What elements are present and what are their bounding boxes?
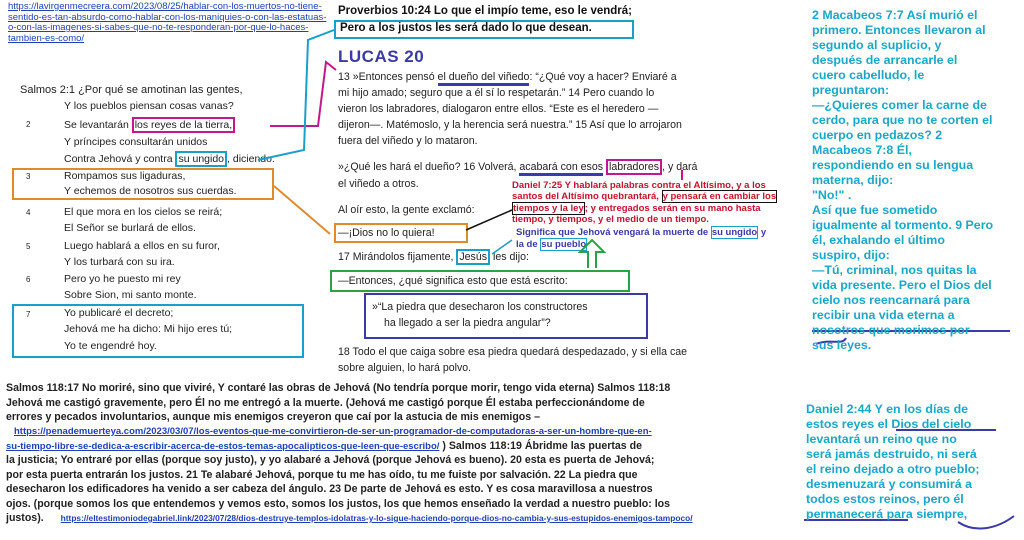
psalm2-v2b: Y príncipes consultarán unidos bbox=[64, 136, 208, 148]
note-blue-l1-post: y bbox=[758, 227, 767, 238]
right-column-daniel bbox=[806, 402, 1020, 522]
psalm2-v2a-pre: Se levantarán bbox=[64, 119, 132, 131]
verse-number: 7 bbox=[26, 310, 31, 319]
luke-p1b: mi hijo amado; seguro que a él sí lo respetarán.” 14 Pero cuando lo bbox=[338, 87, 655, 99]
proverbs-line1: Proverbios 10:24 Lo que el impío teme, eso le vendrá; bbox=[338, 5, 632, 17]
luke-p1a-post: : “¿Qué voy a hacer? Enviaré a bbox=[529, 71, 677, 83]
right-line: "No!" . bbox=[812, 188, 852, 202]
right-line: sus leyes. bbox=[812, 338, 872, 352]
daniel725-l2 bbox=[512, 191, 777, 203]
right-line: igualmente al tormento. 9 Pero bbox=[812, 218, 994, 232]
daniel725-l3 bbox=[512, 203, 761, 215]
luke-heading: LUCAS 20 bbox=[338, 47, 425, 66]
psalm2-v2c bbox=[64, 152, 275, 167]
right-line: —Tú, criminal, nos quitas la bbox=[812, 263, 977, 277]
vineyard-owner-underline: el dueño del viñedo bbox=[438, 71, 530, 86]
bottom-t4-post: ) Salmos 118:19 Ábridme las puertas de bbox=[439, 439, 642, 452]
right-line: desmenuzará y consumirá a bbox=[806, 477, 972, 491]
luke-p2a bbox=[338, 160, 697, 175]
psalm2-v6a: Pero yo he puesto mi rey bbox=[64, 273, 181, 285]
bottom-link-1b[interactable]: su-tiempo-libre-se-dedica-a-escribir-acerca-de-estos-temas-apocalipticos-que-leen-que-escribo/ bbox=[6, 440, 440, 452]
right-line: —¿Quieres comer la carne de bbox=[812, 98, 987, 112]
psalm2-v2c-post: , diciendo: bbox=[227, 153, 275, 165]
note-blue-l2 bbox=[516, 239, 812, 251]
psalm2-v6b: Sobre Sion, mi santo monte. bbox=[64, 289, 197, 301]
luke-p6b: sobre alguien, lo hará polvo. bbox=[338, 362, 472, 374]
note-blue-l2-pre: la de bbox=[516, 239, 541, 250]
luke-quote-a: »“La piedra que desecharon los constructores bbox=[372, 301, 588, 313]
bottom-link-2[interactable]: https://eltestimoniodegabriel.link/2023/07/28/dios-destruye-templos-idolatras-y-lo-sigue-haciendo-porque-dios-no-cambia-y-sus-estupidos-enemigos-tampoco/ bbox=[60, 513, 693, 523]
anointed-note-highlight: su ungido bbox=[711, 227, 758, 238]
people-highlight: su pueblo bbox=[541, 239, 587, 250]
right-line: cielo nos reencarnará para bbox=[812, 293, 970, 307]
connector-magenta-kings bbox=[270, 62, 336, 126]
tenants-highlight: labradores bbox=[606, 159, 662, 175]
verse-number: 3 bbox=[26, 172, 31, 181]
psalm2-title: Salmos 2:1 ¿Por qué se amotinan las gentes, bbox=[20, 84, 243, 96]
right-line: cuero cabelludo, le bbox=[812, 68, 925, 82]
right-line: materna, dijo: bbox=[812, 173, 894, 187]
luke-p4-post: les dijo: bbox=[490, 251, 529, 263]
proverbs-line2: Pero a los justos les será dado lo que desean. bbox=[340, 22, 592, 34]
bottom-t2: Jehová me castigó gravemente, pero Él no me entregó a la muerte. (Jehová me castigó porque Él estaba perfeccionándome de bbox=[6, 396, 645, 409]
psalm2-line1b: Y los pueblos piensan cosas vanas? bbox=[64, 100, 234, 112]
psalm2-v5b: Y los turbará con su ira. bbox=[64, 256, 175, 268]
times-law-highlight: tiempos y la ley bbox=[513, 203, 584, 214]
right-line: después de arrancarle el bbox=[812, 53, 958, 67]
luke-p4-pre: 17 Mirándolos fijamente, bbox=[338, 251, 457, 263]
luke-exclaim: —¡Dios no lo quiera! bbox=[338, 227, 435, 239]
luke-p1c: vieron los labradores, dialogaron entre ellos. “Este es el heredero — bbox=[338, 103, 659, 115]
psalm2-v7c: Yo te engendré hoy. bbox=[64, 340, 157, 352]
right-line: permanecerá para siempre, bbox=[806, 507, 968, 521]
right-line: estos reyes el Dios del cielo bbox=[806, 417, 972, 431]
daniel725-l2-pre: santos del Altísimo quebrantará, bbox=[512, 191, 662, 202]
bottom-t6: por esta puerta entrarán los justos. 21 Te alabaré Jehová, porque tu me has oído, tu me fuiste por salvación. 22 La piedra que bbox=[6, 468, 638, 481]
connector-orange bbox=[274, 186, 330, 234]
bottom-t3: errores y pecados involuntarios, aunque mis enemigos creyeron que caí por la astucia de mis enemigos – bbox=[6, 411, 540, 423]
right-line: todos estos reinos, pero él bbox=[806, 492, 964, 506]
bottom-t8: ojos. (porque somos los que entendemos y vemos esto, somos los justos, los que hemos enseñado la verdad a nuestro pueblo: los bbox=[6, 497, 671, 510]
right-line: nosotros que morimos por bbox=[812, 323, 970, 337]
finish-off-underline: acabará con esos bbox=[519, 161, 603, 176]
psalm2-v7b: Jehová me ha dicho: Mi hijo eres tú; bbox=[64, 323, 233, 335]
bottom-link-1a[interactable]: https://penademuerteya.com/2023/03/07/los-eventos-que-me-convirtieron-de-ser-un-programador-de-computadoras-a-ser-un-hombre-que-en- bbox=[14, 425, 652, 437]
luke-p2a-post: , y dará bbox=[662, 161, 698, 173]
kings-highlight: los reyes de la tierra, bbox=[132, 117, 235, 133]
bottom-block bbox=[6, 381, 802, 526]
bottom-t7: desecharon los edificadores ha venido a ser cabeza del ángulo. 23 De parte de Jehová es esto. Y es cosa maravillosa a nuestros bbox=[6, 483, 653, 495]
jesus-highlight: Jesús bbox=[456, 249, 490, 265]
daniel725-l3-post: ; y entregados serán en su mano hasta bbox=[584, 203, 761, 214]
right-line: respondiendo en su lengua bbox=[812, 158, 974, 172]
right-column-maccabees bbox=[812, 8, 1020, 353]
daniel725-l4: tiempo, y tiempos, y el medio de un tiempo. bbox=[512, 214, 709, 225]
psalm2-v2a bbox=[64, 118, 235, 133]
luke-quote-b: ha llegado a ser la piedra angular”? bbox=[384, 317, 551, 329]
right-line: suspiro, dijo: bbox=[812, 248, 890, 262]
right-line: levantará un reino que no bbox=[806, 432, 957, 446]
verse-number: 4 bbox=[26, 208, 31, 217]
luke-p1a-pre: 13 »Entonces pensó bbox=[338, 71, 438, 83]
right-line: segundo al suplicio, y bbox=[812, 38, 942, 52]
luke-p5: —Entonces, ¿qué significa esto que está escrito: bbox=[338, 275, 568, 287]
bottom-t4 bbox=[6, 439, 802, 454]
verse-number: 6 bbox=[26, 275, 31, 284]
luke-p1e: fuera del viñedo y lo mataron. bbox=[338, 135, 478, 147]
psalm2-v4a: El que mora en los cielos se reirá; bbox=[64, 206, 223, 218]
bottom-t5: la justicia; Yo entraré por ellas (porque soy justo), y yo alabaré a Jehová (porque Jehová es bueno). 20 esta es puerta de Jehová; bbox=[6, 454, 655, 466]
luke-p6a: 18 Todo el que caiga sobre esa piedra quedará despedazado, y si ella cae bbox=[338, 346, 688, 358]
psalm2-v3a: Rompamos sus ligaduras, bbox=[64, 170, 186, 182]
right-line: cuerpo en pedazos? 2 bbox=[812, 128, 943, 142]
right-line: cerdo, para que no te corten el bbox=[812, 113, 993, 127]
luke-p2b: el viñedo a otros. bbox=[338, 178, 419, 190]
right-line: él, exhalando el último bbox=[812, 233, 945, 247]
top-link[interactable]: https://lavirgenmecreera.com/2023/08/25/hablar-con-los-muertos-no-tiene-sentido-es-tan-absurdo-como-hablar-con-los-maniquies-o-con-las-estatuas-o-con-las-imagenes-si-sabes-que-no-te-responderan-por-que-lo-haces-tambien-es-como/ bbox=[8, 2, 327, 44]
bottom-t1: Salmos 118:17 No moriré, sino que viviré, Y contaré las obras de Jehová (No tendría porque morir, tengo vida eterna) Salmos 118:18 bbox=[6, 382, 671, 394]
psalm2-v5a: Luego hablará a ellos en su furor, bbox=[64, 240, 220, 252]
psalm2-v3b: Y echemos de nosotros sus cuerdas. bbox=[64, 185, 237, 197]
psalm2-v2c-pre: Contra Jehová y contra bbox=[64, 153, 176, 165]
change-times-highlight: y pensará en cambiar los bbox=[662, 191, 777, 202]
luke-p2a-pre: »¿Qué les hará el dueño? 16 Volverá, bbox=[338, 161, 520, 173]
luke-p1a bbox=[338, 70, 677, 85]
anointed-highlight: su ungido bbox=[175, 151, 227, 167]
right-line: Así que fue sometido bbox=[812, 203, 938, 217]
right-line: vida presente. Pero el Dios del bbox=[812, 278, 992, 292]
psalm2-v7a: Yo publicaré el decreto; bbox=[64, 307, 174, 319]
right-line: primero. Entonces llevaron al bbox=[812, 23, 986, 37]
luke-p3: Al oír esto, la gente exclamó: bbox=[338, 204, 475, 216]
note-blue bbox=[516, 227, 812, 251]
right-line: preguntaron: bbox=[812, 83, 890, 97]
luke-p4 bbox=[338, 250, 529, 265]
note-blue-l1-pre: Significa que Jehová vengará la muerte de bbox=[516, 227, 711, 238]
right-line: el reino dejado a otro pueblo; bbox=[806, 462, 980, 476]
psalm2-v4b: El Señor se burlará de ellos. bbox=[64, 222, 196, 234]
right-line: Daniel 2:44 Y en los días de bbox=[806, 402, 969, 416]
right-line: recibir una vida eterna a bbox=[812, 308, 955, 322]
right-line: será jamás destruido, ni será bbox=[806, 447, 977, 461]
bottom-t9-text: justos). bbox=[6, 512, 44, 524]
daniel725-l1: Daniel 7:25 Y hablará palabras contra el Altísimo, y a los bbox=[512, 180, 766, 191]
verse-number: 5 bbox=[26, 242, 31, 251]
right-line: Macabeos 7:8 Él, bbox=[812, 143, 912, 157]
right-line: 2 Macabeos 7:7 Así murió el bbox=[812, 8, 978, 22]
luke-p1d: dijeron—. Matémoslo, y la herencia será nuestra.” 15 Así que lo arrojaron bbox=[338, 119, 682, 131]
bottom-t9 bbox=[6, 511, 802, 526]
verse-number: 2 bbox=[26, 120, 31, 129]
